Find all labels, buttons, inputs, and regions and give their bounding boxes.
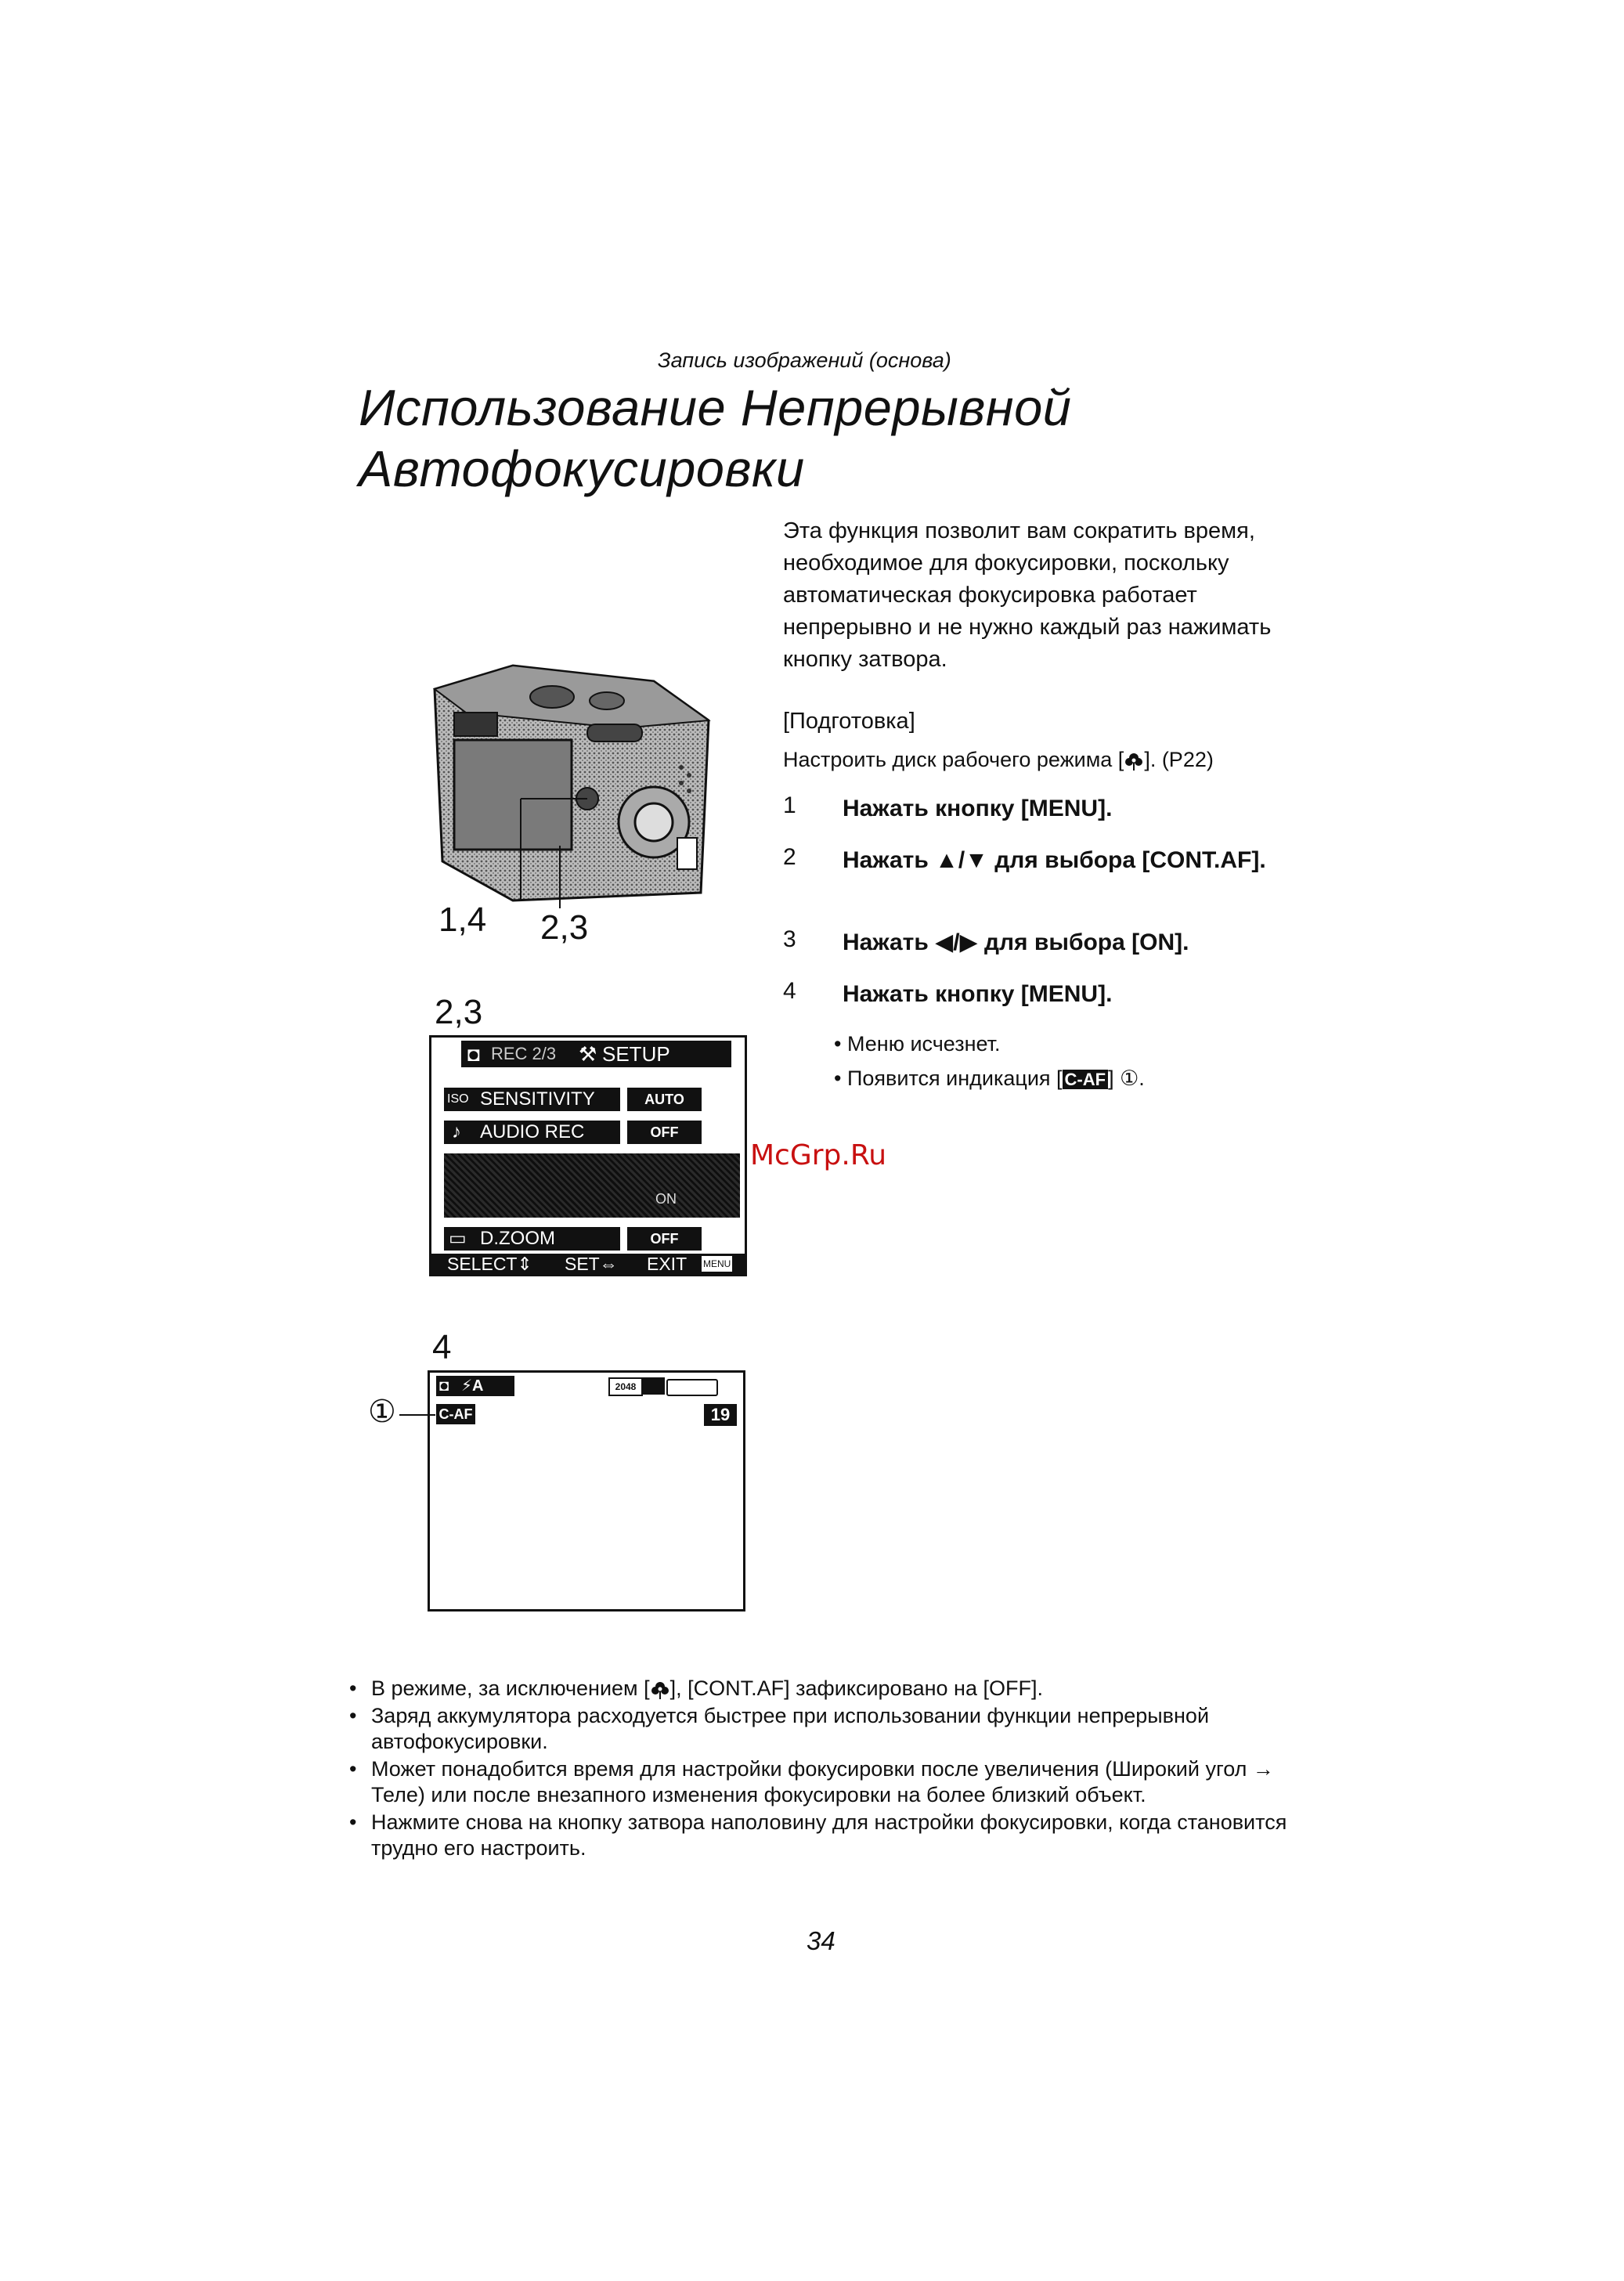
- menu-footer: [431, 1254, 745, 1274]
- tab-setup: SETUP: [602, 1042, 670, 1066]
- highlight-pattern: [444, 1153, 740, 1218]
- title-line-2: Автофокусировки: [359, 440, 805, 497]
- title-line-1: Использование Непрерывной: [359, 379, 1072, 436]
- row-label: SENSITIVITY: [480, 1088, 595, 1110]
- row-value: OFF: [627, 1121, 702, 1144]
- footer-set: SET⇔: [565, 1254, 618, 1274]
- callout-label-left: 1,4: [438, 900, 487, 939]
- sub-bullet-text-after: ] ①.: [1108, 1067, 1145, 1090]
- menu-tab-bar: [461, 1041, 731, 1067]
- wrench-icon: ⚒: [579, 1042, 597, 1066]
- step-number: 1: [783, 792, 796, 818]
- intro-paragraph: Эта функция позволит вам сократить время, необходимое для фокусировки, поскольку автоматическая фокусировка работает непрерывно и не нужно каждый раз нажимать кнопку затвора.: [783, 518, 1272, 672]
- bullet-dot: •: [834, 1067, 847, 1090]
- menu-row-cont-af: [444, 1153, 740, 1218]
- note-text: Заряд аккумулятора расходуется быстрее при использовании функции непрерывной автофокусировки.: [371, 1704, 1210, 1753]
- mode-indicator: [436, 1376, 514, 1396]
- step-number: 4: [783, 978, 796, 1004]
- sub-bullet-text: Меню исчезнет.: [846, 1032, 1001, 1056]
- footer-menu-badge: MENU: [702, 1256, 732, 1272]
- note-1: [349, 1676, 1320, 1702]
- preparation-text-after: ]. (P22): [1144, 748, 1214, 771]
- callout-circle-1: ①: [368, 1395, 396, 1429]
- bullet-dot: •: [834, 1032, 847, 1056]
- caf-badge: C-AF: [1063, 1070, 1109, 1089]
- menu-row-audio: [444, 1121, 620, 1144]
- camera-icon: ◘: [439, 1377, 449, 1395]
- menu-screen: [429, 1035, 747, 1276]
- bullet-dot: •: [349, 1757, 357, 1781]
- note-3: [349, 1756, 1320, 1808]
- notes-list: [349, 1676, 1320, 1863]
- quality-icon: [643, 1377, 665, 1395]
- bullet-dot: •: [349, 1810, 357, 1834]
- microphone-icon: ♪: [452, 1121, 461, 1142]
- row-value: ON: [655, 1191, 677, 1207]
- section-label: Запись изображений (основа): [658, 348, 951, 372]
- callout-label-right: 2,3: [540, 908, 589, 947]
- sub-bullet-1: [834, 1032, 1001, 1056]
- dzoom-icon: ▭: [449, 1228, 467, 1249]
- note-text-after: ], [CONT.AF] зафиксировано на [OFF].: [669, 1676, 1043, 1700]
- footer-exit: EXIT: [647, 1254, 687, 1274]
- step-text: Нажать ◀/▶ для выбора [ON].: [843, 929, 1189, 955]
- row-value: OFF: [627, 1227, 702, 1251]
- preparation-label: [Подготовка]: [783, 709, 915, 734]
- row-label: AUDIO REC: [480, 1121, 585, 1142]
- note-text: Может понадобится время для настройки фокусировки после увеличения (Широкий угол → Теле) или после внезапного изменения фокусировки на более близкий объект.: [371, 1757, 1274, 1806]
- menu-row-sensitivity: [444, 1088, 620, 1111]
- step-number: 3: [783, 926, 796, 952]
- lcd-screen: [428, 1370, 745, 1611]
- note-2: [349, 1703, 1320, 1755]
- row-value: AUTO: [627, 1088, 702, 1111]
- tab-rec: REC 2/3: [491, 1044, 557, 1063]
- camera-illustration: [419, 658, 716, 908]
- note-text: Нажмите снова на кнопку затвора наполовину для настройки фокусировки, когда становится трудно его настроить.: [371, 1810, 1287, 1860]
- camera-icon: ◘: [467, 1042, 480, 1066]
- page-title: [359, 377, 1071, 500]
- lcd-figure-label: 4: [432, 1328, 452, 1366]
- step-number: 2: [783, 844, 796, 870]
- page-number: 34: [807, 1926, 835, 1955]
- preparation-text: [783, 748, 1214, 772]
- note-4: [349, 1810, 1320, 1861]
- sub-bullet-text-before: Появится индикация [: [846, 1067, 1063, 1090]
- macro-flower-icon: [1124, 751, 1144, 771]
- bullet-dot: •: [349, 1676, 357, 1700]
- battery-icon: [666, 1379, 718, 1396]
- sub-bullet-2: [834, 1067, 1145, 1091]
- row-label: D.ZOOM: [480, 1228, 555, 1249]
- step-text: Нажать кнопку [MENU].: [843, 981, 1113, 1007]
- callout-line: [399, 1414, 435, 1416]
- preparation-text-before: Настроить диск рабочего режима [: [783, 748, 1124, 771]
- step-text: Нажать ▲/▼ для выбора [CONT.AF].: [843, 847, 1266, 873]
- frame-count: 19: [704, 1404, 737, 1426]
- watermark: McGrp.Ru: [750, 1139, 887, 1171]
- picture-size: 2048: [608, 1377, 643, 1396]
- note-text-before: В режиме, за исключением [: [371, 1676, 650, 1700]
- macro-flower-icon: [650, 1680, 670, 1700]
- flash-auto-label: ⚡A: [461, 1377, 484, 1395]
- bullet-dot: •: [349, 1704, 357, 1727]
- caf-indicator: C-AF: [436, 1404, 475, 1424]
- menu-figure-label: 2,3: [435, 993, 483, 1031]
- step-text: Нажать кнопку [MENU].: [843, 796, 1113, 821]
- iso-icon: ISO: [447, 1092, 469, 1106]
- footer-select: SELECT⇕: [447, 1254, 532, 1274]
- menu-row-dzoom: [444, 1227, 620, 1251]
